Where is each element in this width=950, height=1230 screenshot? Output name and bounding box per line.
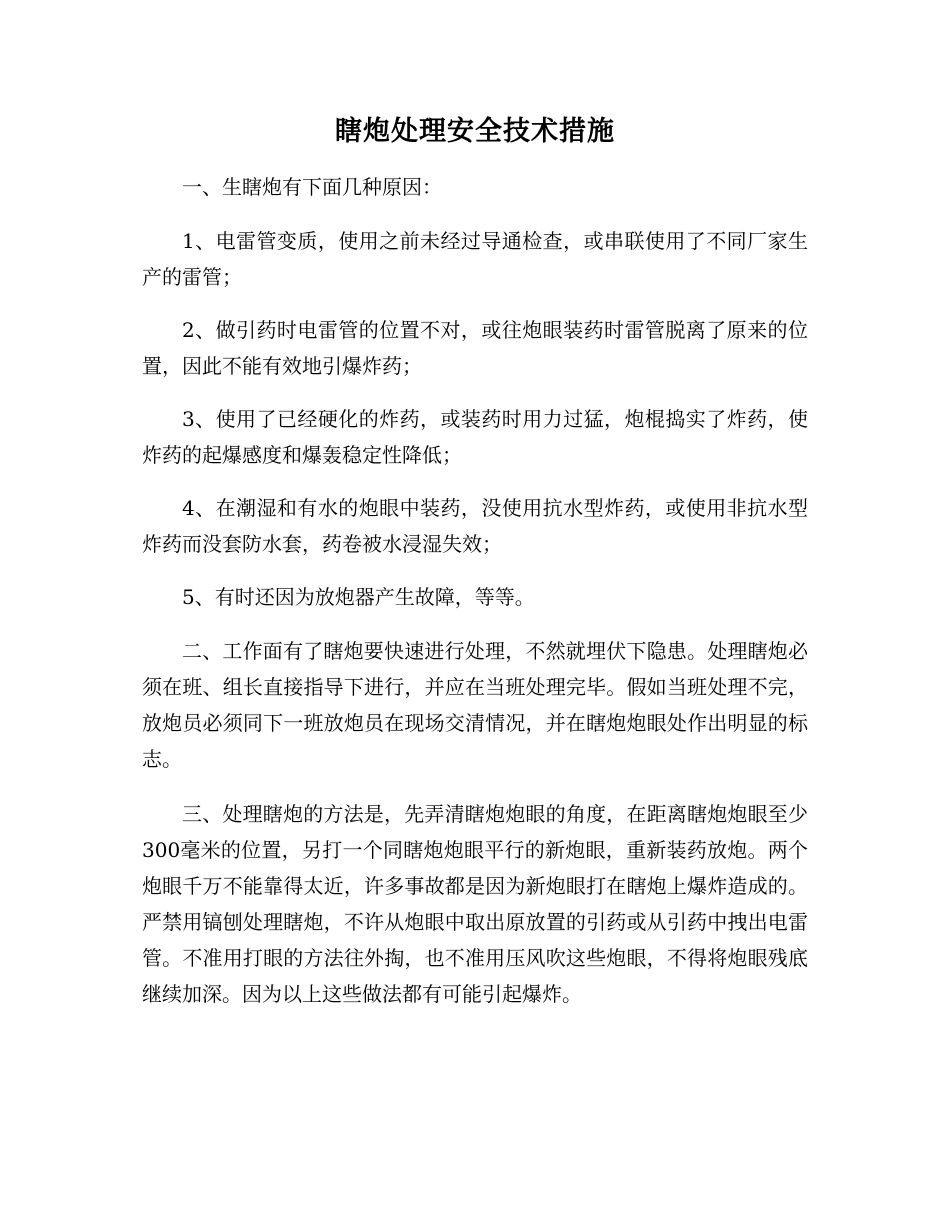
paragraph-section-2: 二、工作面有了瞎炮要快速进行处理，不然就埋伏下隐患。处理瞎炮必须在班、组长直接指导下进行，并应在当班处理完毕。假如当班处理不完，放炮员必须同下一班放炮员在现场交清情况，并在瞎炮炮眼处作出明显的标志。 [142, 639, 808, 771]
document-title: 瞎炮处理安全技术措施 [335, 116, 615, 147]
paragraph-section-1-heading: 一、生瞎炮有下面几种原因： [182, 175, 442, 199]
paragraph-cause-4: 4、在潮湿和有水的炮眼中装药，没使用抗水型炸药，或使用非抗水型炸药而没套防水套，药卷被水浸湿失效； [142, 496, 808, 556]
paragraph-cause-1: 1、电雷管变质，使用之前未经过导通检查，或串联使用了不同厂家生产的雷管； [142, 229, 808, 289]
paragraph-section-3: 三、处理瞎炮的方法是，先弄清瞎炮炮眼的角度，在距离瞎炮炮眼至少300毫米的位置，另打一个同瞎炮炮眼平行的新炮眼，重新装药放炮。两个炮眼千万不能靠得太近，许多事故都是因为新炮眼打在瞎炮上爆炸造成的。严禁用镐刨处理瞎炮，不许从炮眼中取出原放置的引药或从引药中拽出电雷管。不准用打眼的方法往外掏，也不准用压风吹这些炮眼，不得将炮眼残底继续加深。因为以上这些做法都有可能引起爆炸。 [142, 802, 808, 1006]
paragraph-cause-2: 2、做引药时电雷管的位置不对，或往炮眼装药时雷管脱离了原来的位置，因此不能有效地引爆炸药； [142, 318, 808, 378]
paragraph-cause-3: 3、使用了已经硬化的炸药，或装药时用力过猛，炮棍捣实了炸药，使炸药的起爆感度和爆轰稳定性降低； [142, 407, 808, 467]
paragraph-cause-5: 5、有时还因为放炮器产生故障，等等。 [182, 585, 535, 609]
